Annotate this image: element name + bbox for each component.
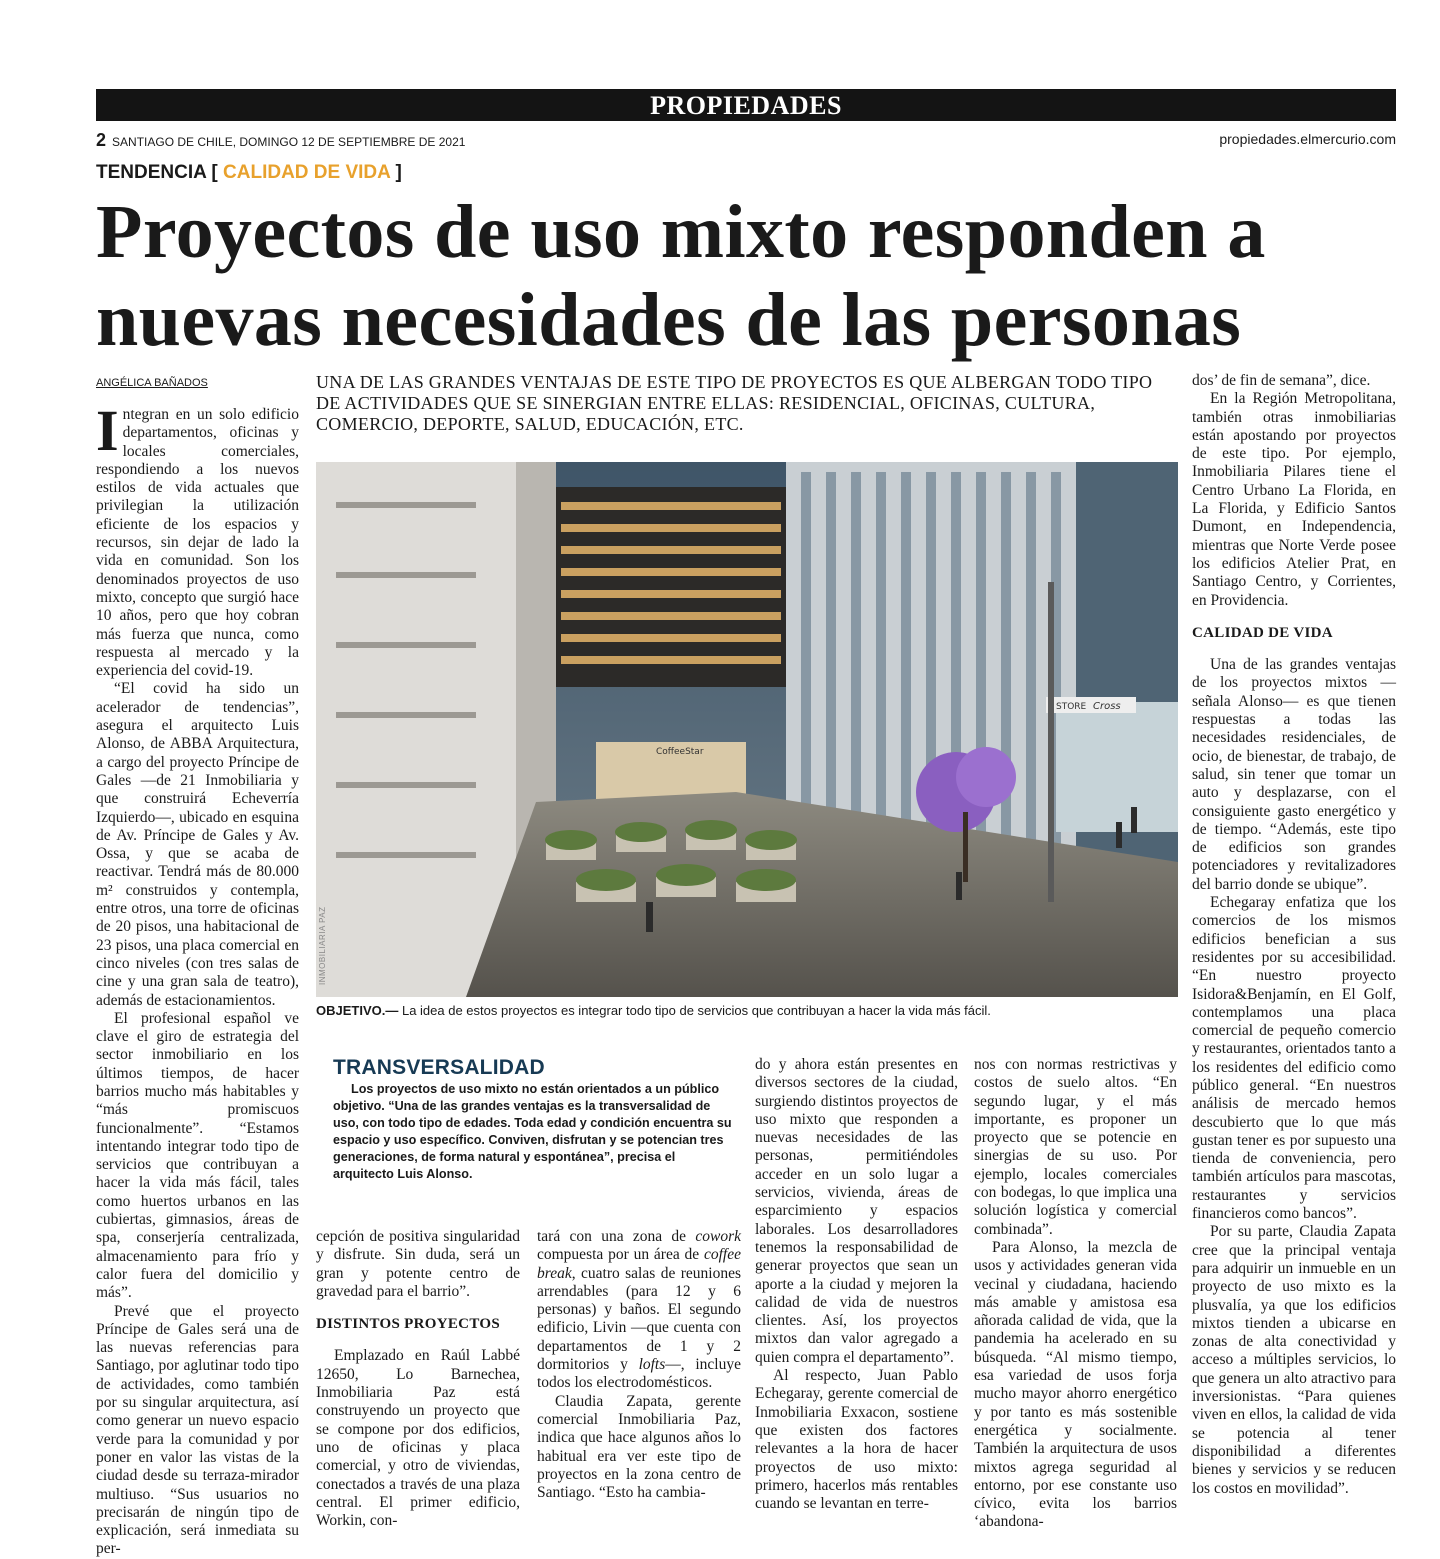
- paragraph: Por su parte, Claudia Zapata cree que la principal ventaja para adquirir un inmueble en un proyecto de uso mixto es la plusvalía, ya que los edificios mixtos tienden a ubicarse en zonas de alta conectividad y acceso a múltiples servicios, lo que genera un alto atractivo para inversionistas. “Para quienes viven en ellos, la calidad de vida se potencia al tener disponibilidad a diferentes bienes y servicios y se reducen los costos en movilidad”.: [1192, 1223, 1396, 1497]
- store-sign: STORE: [1056, 702, 1087, 712]
- column-1: [96, 398, 299, 1559]
- rubric: [96, 162, 402, 184]
- byline: ANGÉLICA BAÑADOS: [96, 377, 208, 389]
- column-2: [316, 1228, 520, 1530]
- rubric-topic: CALIDAD DE VIDA: [223, 162, 391, 183]
- text-run: —, incluye todos los electrodomésticos.: [537, 1356, 741, 1392]
- text-run: , cuatro salas de reuniones arrendables (para 12 y 6 personas) y baños. El segundo edificio, Livin —que cuenta con departamentos de 1 y 2 dormitorios y: [537, 1264, 741, 1374]
- column-5: [974, 1056, 1177, 1532]
- section-title: PROPIEDADES: [650, 91, 842, 120]
- rubric-label: TENDENCIA: [96, 162, 207, 183]
- paragraph: Una de las grandes ventajas de los proyectos mixtos —señala Alonso— es que tienen respuestas a todas las necesidades residenciales, de ocio, de bienestar, de trabajo, de salud, sin tener que tomar un auto y desplazarse, con el consiguiente gasto energético y de tiempo. “Además, este tipo de edificios son grandes potenciadores y revitalizadores del barrio donde se ubique”.: [1192, 656, 1396, 893]
- paragraph: “El covid ha sido un acelerador de tendencias”, asegura el arquitecto Luis Alonso, de ABBA Arquitectura, a cargo del proyecto Príncipe de Gales —de 21 Inmobiliaria y que construirá Echeverría Izquierdo—, ubicado en esquina de Av. Príncipe de Gales y Av. Ossa, y que se acaba de reactivar. Tendrá más de 80.000 m² construidos y contempla, entre otros, una torre de oficinas de 20 pisos, una habitacional de 23 pisos, una placa comercial en cinco niveles (con tres salas de cine y una gran sala de teatro), además de estacionamientos.: [96, 680, 299, 1009]
- subhead-distintos-proyectos: DISTINTOS PROYECTOS: [316, 1316, 500, 1333]
- folio: [96, 130, 465, 151]
- caption-label: OBJETIVO.—: [316, 1003, 399, 1018]
- drop-cap: I: [96, 398, 119, 463]
- column-4: [755, 1056, 958, 1513]
- paragraph: Emplazado en Raúl Labbé 12650, Lo Barnechea, Inmobiliaria Paz está construyendo un proyecto que se compone por dos edificios, uno de oficinas y placa comercial, y otro de viviendas, conectados a través de una plaza central. El primer edificio, Workin, con-: [316, 1347, 520, 1530]
- text-italic: coffee break: [537, 1246, 741, 1282]
- paragraph: El profesional español ve clave el giro de estrategia del sector inmobiliario en los últimos tiempos, de hacer barrios mucho más habitables y “más promiscuos funcionalmente”. “Estamos intentando integrar todo tipo de servicios que contribuyan a hacer la vida más fácil, tales como huertos urbanos en las cubiertas, gimnasios, áreas de spa, conserjería centralizada, almacenamiento para frío y calor fuera del domicilio y más”.: [96, 1009, 299, 1302]
- paragraph: nos con normas restrictivas y costos de suelo altos. “En segundo lugar, y el más importante, es proponer un proyecto que se potencie en sinergias de su uso. Por ejemplo, locales comerciales con bodegas, lo que implica una solución logística y comercial combinada”.: [974, 1056, 1177, 1238]
- column-3: [537, 1228, 741, 1502]
- photo-caption: [316, 1003, 1216, 1018]
- column-6: [1192, 372, 1396, 1498]
- cross-sign: Cross: [1093, 701, 1121, 712]
- dateline: SANTIAGO DE CHILE, DOMINGO 12 DE SEPTIEMBRE DE 2021: [112, 135, 466, 149]
- text-run: compuesta por un área de: [537, 1246, 704, 1264]
- deck: UNA DE LAS GRANDES VENTAJAS DE ESTE TIPO DE PROYECTOS ES QUE ALBERGAN TODO TIPO DE ACTIVIDADES QUE SE SINERGIAN ENTRE ELLAS: RESIDENCIAL, OFICINAS, CULTURA, COMERCIO, DEPORTE, SALUD, EDUCACIÓN, ETC.: [316, 372, 1153, 434]
- paragraph: dos’ de fin de semana”, dice.: [1192, 372, 1371, 389]
- text-italic: cowork: [695, 1228, 741, 1245]
- photo-credit: INMOBILIARIA PAZ: [318, 906, 327, 985]
- rubric-open: [: [211, 162, 218, 183]
- paragraph-text: ntegran en un solo edificio departamentos, oficinas y locales comerciales, respondiendo a los nuevos estilos de vida actuales que privilegian la utilización eficiente de los espacios y recursos, sin dejar de lado la vida en comunidad. Son los denominados proyectos de uso mixto, concepto que surgió hace 10 años, pero que hoy cobran más fuerza que nunca, como respuesta al mercado y la experiencia del covid-19.: [96, 406, 299, 680]
- paragraph: Para Alonso, la mezcla de usos y actividades generan vida vecinal y ciudadana, haciendo más amable y amistosa esa añorada calidad de vida, que la pandemia ha acelerado en su búsqueda. “Al mismo tiempo, esa variedad de usos forja mucho mayor ahorro energético y por tanto es más sostenible energética y socialmente. También la arquitectura de usos mixtos agrega seguridad al entorno, por ese constante uso cívico, evita los barrios ‘abandona-: [974, 1238, 1177, 1531]
- rubric-close: ]: [395, 162, 402, 183]
- cafe-sign: CoffeeStar: [656, 747, 704, 757]
- page-number: 2: [96, 130, 107, 150]
- paragraph: En la Región Metropolitana, también otras inmobiliarias están apostando por proyectos de este tipo. Por ejemplo, Inmobiliaria Pilares tiene el Centro Urbano La Florida, en La Florida, y Edificio Santos Dumont, en Independencia, mientras que Norte Verde posee los edificios Atelier Prat, en Santiago Centro, y Corrientes, en Providencia.: [1192, 390, 1396, 609]
- text-italic: lofts: [638, 1356, 666, 1374]
- headline: Proyectos de uso mixto responden a nuevas necesidades de las personas: [96, 190, 1266, 362]
- building-render-illustration: [316, 462, 1178, 997]
- text-run: tará con una zona de: [537, 1228, 696, 1245]
- subhead-calidad-de-vida: CALIDAD DE VIDA: [1192, 624, 1333, 641]
- paragraph: [96, 398, 299, 680]
- paragraph: cepción de positiva singularidad y disfrute. Sin duda, será un gran y potente centro de gravedad para el barrio”.: [316, 1228, 520, 1300]
- paragraph: Prevé que el proyecto Príncipe de Gales será una de las nuevas referencias para Santiago, por aglutinar todo tipo de actividades, como también por su singular arquitectura, así como generar un nuevo espacio verde para la comunidad y por poner en valor las vistas de la ciudad desde su terraza-mirador multiuso. “Sus usuarios no precisarán de ningún tipo de explicación, será inmediata su per-: [96, 1302, 299, 1558]
- paragraph: do y ahora están presentes en diversos sectores de la ciudad, surgiendo distintos proyectos de uso mixto que responden a nuevas necesidades de las personas, permitiéndoles acceder en un solo lugar a servicios, vivienda, áreas de esparcimiento y espacios laborales. Los desarrolladores tenemos la responsabilidad de generar proyectos que sean un aporte a la ciudad y mejoren la calidad de vida de nuestros clientes. Así, los proyectos mixtos dan valor agregado a quien compra el departamento”.: [755, 1056, 958, 1366]
- site-url[interactable]: propiedades.elmercurio.com: [1219, 131, 1396, 147]
- paragraph: [537, 1228, 741, 1393]
- paragraph: Claudia Zapata, gerente comercial Inmobiliaria Paz, indica que hace algunos años lo habitual era ver este tipo de proyectos en la zona centro de Santiago. “Esto ha cambia-: [537, 1392, 741, 1502]
- box-heading: TRANSVERSALIDAD: [333, 1056, 545, 1079]
- box-text: Los proyectos de uso mixto no están orientados a un público objetivo. “Una de las grandes ventajas es la transversalidad de uso, con todo tipo de edades. Toda edad y condición encuentra su espacio y uso específico. Conviven, disfrutan y se potencian tres generaciones, de forma natural y espontánea”, precisa el arquitecto Luis Alonso.: [333, 1082, 732, 1181]
- article-photo: [316, 462, 1178, 997]
- paragraph: Echegaray enfatiza que los comercios de los mismos edificios benefician a sus residentes por su accesibilidad. “En nuestro proyecto Isidora&Benjamín, en El Golf, contemplamos una placa comercial de pequeño comercio y restaurantes, orientados tanto a los residentes del edificio como público general. “En nuestros análisis de mercado hemos descubierto que lo que más gustan tener es por supuesto una tienda de conveniencia, pero también artículos para mascotas, restaurantes y servicios financieros como bancos”.: [1192, 894, 1396, 1223]
- caption-text: La idea de estos proyectos es integrar todo tipo de servicios que contribuyan a hacer la vida más fácil.: [398, 1003, 991, 1018]
- paragraph: Al respecto, Juan Pablo Echegaray, gerente comercial de Inmobiliaria Exxacon, sostiene que existen dos factores relevantes a la hora de hacer proyectos de uso mixto: primero, hacerlos más rentables cuando se levantan en terre-: [755, 1367, 958, 1513]
